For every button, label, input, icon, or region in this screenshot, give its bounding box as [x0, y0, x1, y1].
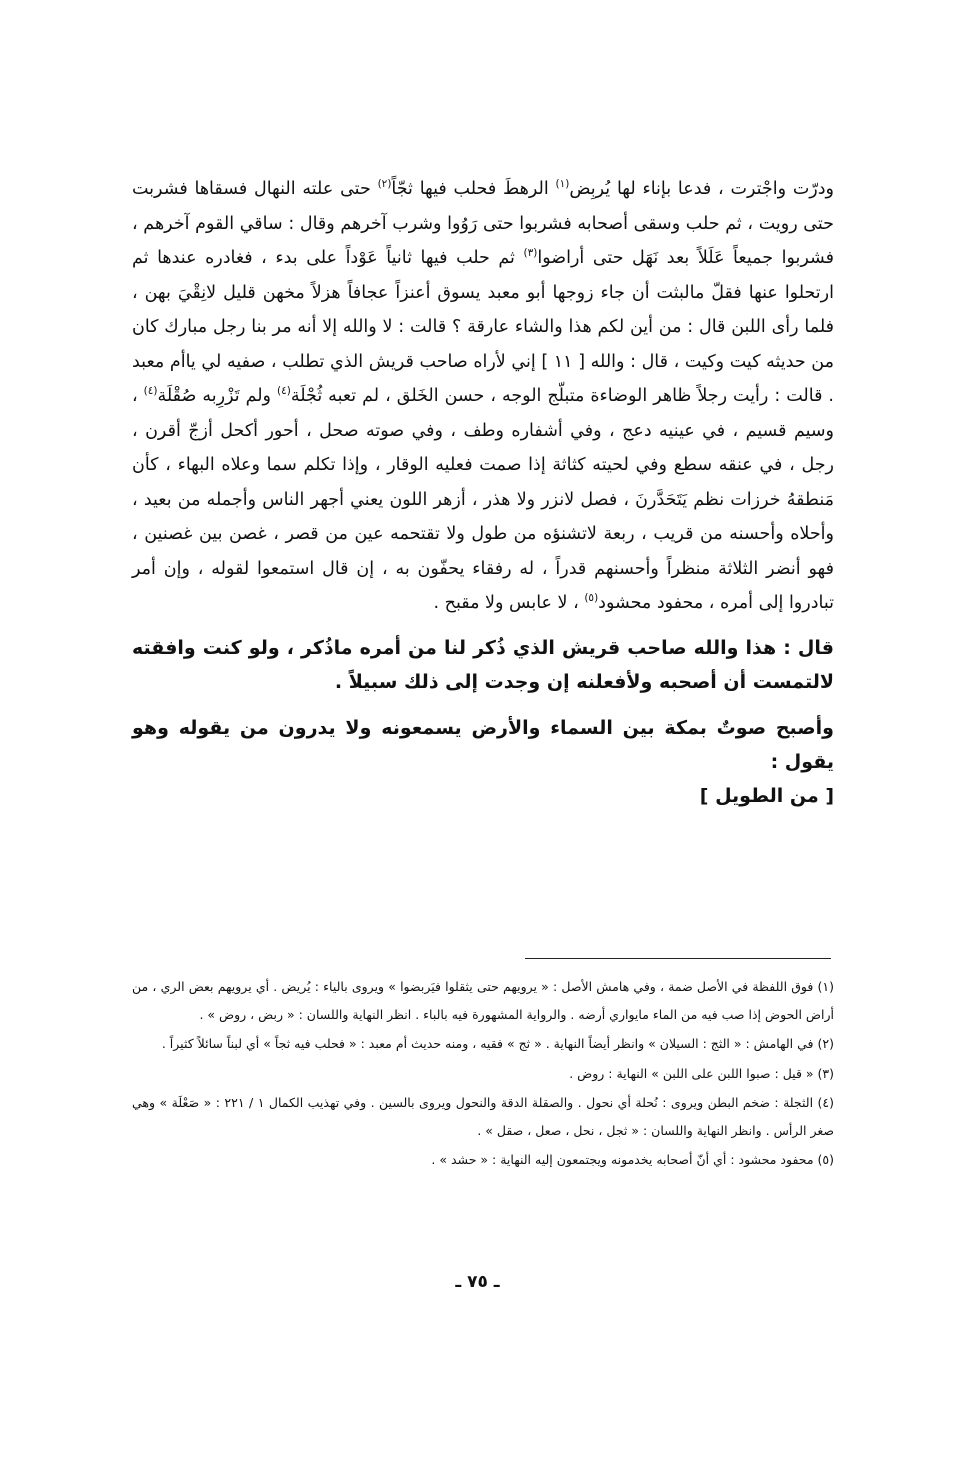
voice-text: وأصبح صوتٌ بمكة بين السماء والأرض يسمعونه ولا يدرون من يقوله وهو يقول : [132, 716, 834, 773]
footnote: (١) فوق اللفظة في الأصل ضمة ، وفي هامش الأصل : « يرويهم حتى يثقلوا فيَربضوا » ويروى بالياء : يُريض . أي يرويهم بعض الري ، من أراض الحوض إذا صب فيه من الماء مايواري أرضه . والرواية المشهورة فيه بالباء . انظر النهاية واللسان : « ربض ، روض » . [132, 979, 834, 1022]
footnote-ref: (٤) [143, 385, 158, 398]
page-number: ـ ٧٥ ـ [455, 1272, 500, 1292]
text-segment: ، لا عابس ولا مقبح . [433, 593, 585, 613]
footnote-ref: (٣) [523, 247, 538, 260]
footnote: (٤) الثجلة : ضخم البطن ويروى : نُحلة أي نحول . والصقلة الدقة والنحول ويروى بالسين . وفي تهذيب الكمال ١ / ٢٢١ : « صَعْلَة » وهي صغر الرأس . وانظر النهاية واللسان : « ثجل ، نحل ، صعل ، صقل » . [132, 1095, 834, 1138]
footnote-ref: (٥) [584, 592, 599, 605]
footnote-divider [525, 958, 831, 959]
poem-meter: [ من الطويل ] [699, 784, 834, 807]
text-segment: ولم تَزْرِبه صُقْلَة [157, 386, 277, 406]
footnote: (٥) محفود محشود : أي أنّ أصحابه يخدمونه ويجتمعون إليه النهاية : « حشد » . [431, 1152, 834, 1167]
speech-paragraph: قال : هذا والله صاحب قريش الذي ذُكر لنا من أمره ماذُكر ، ولو كنت وافقته لالتمست أن أصحبه ولأفعلنه إن وجدت إلى ذلك سبيلاً . [132, 636, 834, 693]
main-text [132, 172, 834, 813]
text-segment: حتى علته النهال فسقاها فشربت حتى رويت ، ثم حلب وسقى أصحابه فشربوا حتى رَوُوا وشرب آخرهم وقال : ساقي القوم آخرهم ، فشربوا جميعاً عَلَلاً بعد نَهَل حتى أراضوا [132, 179, 834, 268]
footnote: (٢) في الهامش : « الثج : السيلان » وانظر أيضاً النهاية . « ثج » فقيه ، ومنه حديث أم معبد : « فحلب فيه ثجاً » أي لبناً سائلاً كثيراً . [161, 1036, 834, 1051]
text-segment: ودرّت واجْترت ، فدعا بإناء لها يُربِض [569, 179, 834, 199]
footnote-ref: (٤) [277, 385, 291, 398]
footnote-ref: (١) [555, 178, 570, 191]
text-segment: الرهطَ فحلب فيها ثجّاً [391, 179, 556, 199]
footnote-ref: (٢) [377, 178, 392, 191]
narrative-paragraph [132, 172, 834, 621]
footnote: (٣) « قيل : صبوا اللبن على اللبن » النهاية : روض . [569, 1065, 834, 1081]
footnotes [132, 973, 834, 1174]
text-segment: ثم حلب فيها ثانياً عَوْداً على بدء ، فغادره عندها ثم ارتحلوا عنها فقلّ مالبثت أن جاء زوجها أبو معبد يسوق أعنزاً عجافاً هزلاً مخهن قليل لانِقْيَ بهن ، فلما رأى اللبن قال : من أين لكم هذا والشاء عارقة ؟ قالت : لا والله إلا أنه مر بنا رجل مبارك كان من حديثه كيت وكيت ، قال : والله [ ١١ ] إني لأراه صاحب قريش الذي تطلب ، صفيه لي ياأم معبد . قالت : رأيت رجلاً ظاهر الوضاءة متبلّج الوجه ، حسن الخَلق ، لم تعبه ثُجْلَة [132, 248, 834, 406]
voice-paragraph [132, 711, 834, 813]
text-segment: ، وسيم قسيم ، في عينيه دعج ، وفي أشفاره وطف ، وفي صوته صحل ، أحور أكحل أزجّ أقرن ، رجل ، في عنقه سطع وفي لحيته كثاثة إذا صمت فعليه الوقار ، وإذا تكلم سما وعلاه البهاء ، كأن مَنطقهُ خرزات نظم يَتَحَدَّرنَ ، فصل لانزر ولا هذر ، أزهر اللون يعني أجهر الناس وأجمله من بعيد ، وأحلاه وأحسنه من قريب ، ربعة لاتشنؤه من طول ولا تقتحمه عين من قصر ، غصن بين غصنين ، فهو أنضر الثلاثة منظراً وأحسنهم قدراً ، له رفقاء يحفّون به ، إن قال استمعوا لقوله ، وإن أمر تبادروا إلى أمره ، محفود محشود [132, 386, 834, 613]
